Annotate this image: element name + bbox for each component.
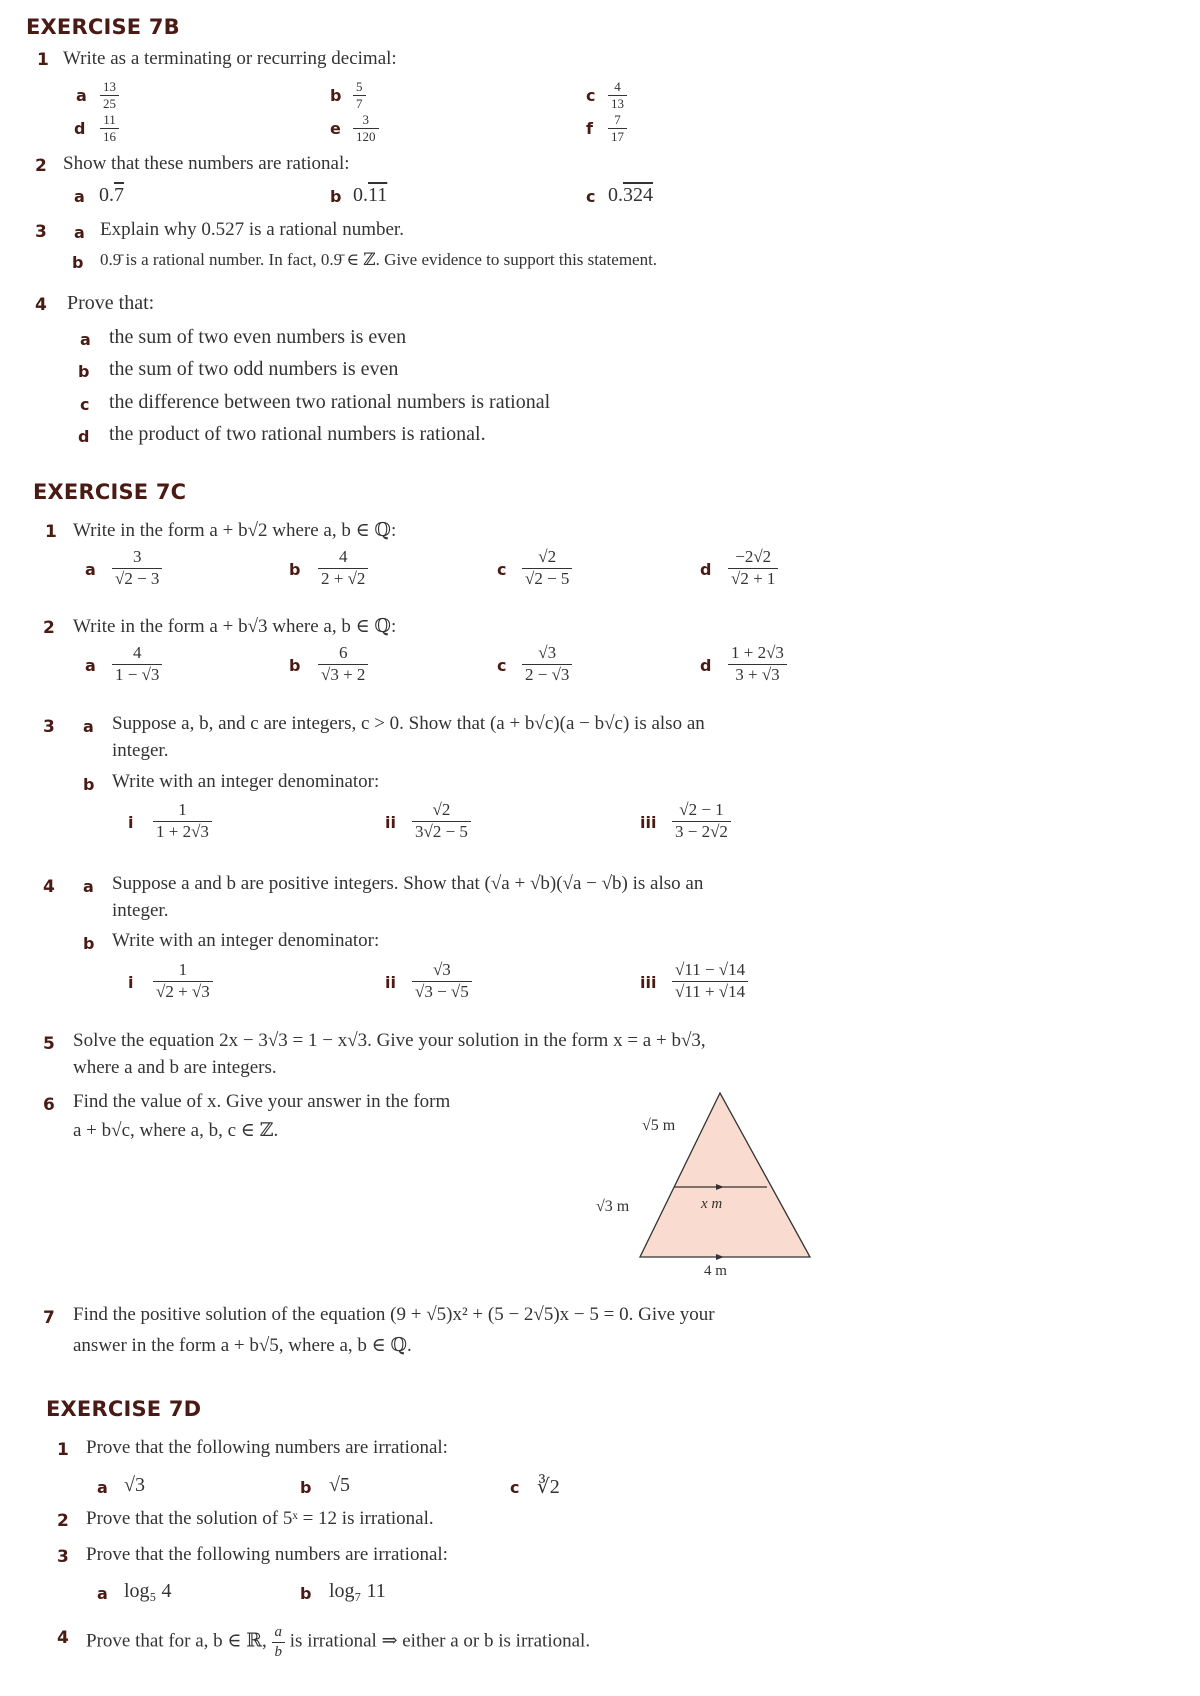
c-q3-text-a2: integer.	[112, 740, 169, 761]
c-q3-label-b: b	[83, 775, 95, 794]
exercise-7c-title: EXERCISE 7C	[33, 480, 187, 504]
c-q2-label-d: d	[700, 656, 712, 675]
q3-number: 3	[35, 222, 47, 242]
q4-item-a: the sum of two even numbers is even	[109, 326, 407, 348]
c-q7-number: 7	[43, 1308, 55, 1328]
c-q5-text1: Solve the equation 2x − 3√3 = 1 − x√3. Give your solution in the form x = a + b√3,	[73, 1030, 706, 1051]
q1-fraction-d: $\frac{11}{16}$	[100, 113, 119, 145]
d-q4-text-pre: Prove that for a, b ∈ ℝ,	[86, 1630, 267, 1652]
c-q2-number: 2	[43, 618, 55, 638]
c-q3-label-a: a	[83, 717, 94, 736]
c-q1-label-d: d	[700, 560, 712, 579]
c-q2-fraction-c: $\frac{√3}{2 - √3}$	[522, 644, 572, 684]
c-q1-number: 1	[45, 522, 57, 542]
q2-text: Show that these numbers are rational:	[63, 153, 350, 174]
q1-fraction-f: $\frac{7}{17}$	[608, 113, 627, 145]
c-q4-number: 4	[43, 877, 55, 897]
d-q4-fraction: $\frac{a}{b}$	[272, 1624, 286, 1660]
c-q3-text-a1: Suppose a, b, and c are integers, c > 0. Show that (a + b√c)(a − b√c) is also an	[112, 713, 705, 734]
d-q2-number: 2	[57, 1511, 69, 1531]
q1-label-a: a	[76, 86, 87, 105]
c-q4-fraction-ii: $\frac{√3}{√3 - √5}$	[412, 961, 472, 1001]
d-q4-text	[86, 1624, 590, 1660]
d-q1-text: Prove that the following numbers are irrational:	[86, 1437, 448, 1458]
q2-number: 2	[35, 156, 47, 176]
c-q3-number: 3	[43, 717, 55, 737]
exercise-7b-title: EXERCISE 7B	[26, 15, 180, 39]
q4-label-d: d	[78, 427, 90, 446]
q2-value-a: 0.7	[99, 184, 124, 206]
q3-label-a: a	[74, 223, 85, 242]
q2-label-b: b	[330, 187, 342, 206]
q1-label-b: b	[330, 86, 342, 105]
q4-label-a: a	[80, 330, 91, 349]
d-q3-text: Prove that the following numbers are irrational:	[86, 1544, 448, 1565]
c-q7-text1: Find the positive solution of the equation (9 + √5)x² + (5 − 2√5)x − 5 = 0. Give your	[73, 1304, 715, 1325]
q3-label-b: b	[72, 253, 84, 272]
c-q4-label-b: b	[83, 934, 95, 953]
c-q3-fraction-ii: $\frac{√2}{3√2 - 5}$	[412, 801, 471, 841]
q1-number: 1	[37, 50, 49, 70]
c-q3-label-ii: ii	[385, 813, 396, 832]
d-q4-number: 4	[57, 1628, 69, 1648]
d-q4-text-post: is irrational ⇒ either a or b is irrational.	[289, 1630, 591, 1652]
c-q3-label-iii: iii	[640, 813, 657, 832]
q1-fraction-a: $\frac{13}{25}$	[100, 80, 119, 112]
c-q4-label-iii: iii	[640, 973, 657, 992]
c-q6-text2: a + b√c, where a, b, c ∈ ℤ.	[73, 1120, 279, 1141]
c-q2-label-b: b	[289, 656, 301, 675]
q1-label-d: d	[74, 119, 86, 138]
c-q6-number: 6	[43, 1095, 55, 1115]
c-q7-text2: answer in the form a + b√5, where a, b ∈ ℚ.	[73, 1335, 412, 1356]
q4-text: Prove that:	[67, 292, 155, 314]
c-q5-text2: where a and b are integers.	[73, 1057, 277, 1078]
c-q4-label-ii: ii	[385, 973, 396, 992]
d-q3-label-a: a	[97, 1584, 108, 1603]
d-q1-label-a: a	[97, 1478, 108, 1497]
q3-text-a: Explain why 0.527 is a rational number.	[100, 219, 404, 240]
c-q4-label-a: a	[83, 877, 94, 896]
c-q4-fraction-iii: $\frac{√11 - √14}{√11 + √14}$	[672, 961, 748, 1001]
q4-item-d: the product of two rational numbers is rational.	[109, 423, 486, 445]
q1-label-f: f	[586, 119, 593, 138]
q4-item-c: the difference between two rational numbers is rational	[109, 391, 551, 413]
c-q1-fraction-d: $\frac{-2√2}{√2 + 1}$	[728, 548, 778, 588]
c-q1-label-c: c	[497, 560, 507, 579]
c-q2-fraction-a: $\frac{4}{1 - √3}$	[112, 644, 162, 684]
d-q1-item-b: √5	[329, 1474, 350, 1496]
c-q2-label-c: c	[497, 656, 507, 675]
q3-text-b: 0.9̄ is a rational number. In fact, 0.9̄ ∈ ℤ. Give evidence to support this statement.	[100, 250, 658, 269]
q1-fraction-c: $\frac{4}{13}$	[608, 80, 627, 112]
d-q1-label-b: b	[300, 1478, 312, 1497]
triangle-diagram	[560, 1085, 820, 1275]
d-q3-number: 3	[57, 1547, 69, 1567]
c-q2-text: Write in the form a + b√3 where a, b ∈ ℚ:	[73, 616, 397, 637]
d-q1-number: 1	[57, 1440, 69, 1460]
q4-item-b: the sum of two odd numbers is even	[109, 358, 399, 380]
q4-label-b: b	[78, 362, 90, 381]
q1-label-e: e	[330, 119, 341, 138]
c-q3-fraction-i: $\frac{1}{1 + 2√3}$	[153, 801, 212, 841]
q2-label-a: a	[74, 187, 85, 206]
d-q3-item-a: log₅ 4	[124, 1580, 172, 1602]
c-q1-label-a: a	[85, 560, 96, 579]
c-q6-text1: Find the value of x. Give your answer in the form	[73, 1091, 451, 1112]
q1-fraction-e: $\frac{3}{120}$	[353, 113, 379, 145]
c-q4-text-a1: Suppose a and b are positive integers. Show that (√a + √b)(√a − √b) is also an	[112, 873, 704, 894]
c-q4-fraction-i: $\frac{1}{√2 + √3}$	[153, 961, 213, 1001]
c-q1-fraction-a: $\frac{3}{√2 - 3}$	[112, 548, 162, 588]
exercise-7d-title: EXERCISE 7D	[46, 1397, 202, 1421]
mid-label: x m	[701, 1196, 723, 1212]
side-bottom-label: √3 m	[596, 1198, 630, 1215]
q2-value-c: 0.324	[608, 184, 653, 206]
d-q3-item-b: log₇ 11	[329, 1580, 386, 1602]
c-q2-fraction-b: $\frac{6}{√3 + 2}$	[318, 644, 368, 684]
c-q3-fraction-iii: $\frac{√2 - 1}{3 - 2√2}$	[672, 801, 731, 841]
c-q4-text-b: Write with an integer denominator:	[112, 930, 380, 951]
c-q4-text-a2: integer.	[112, 900, 169, 921]
c-q1-text: Write in the form a + b√2 where a, b ∈ ℚ:	[73, 520, 397, 541]
c-q3-label-i: i	[128, 813, 134, 832]
q2-label-c: c	[586, 187, 596, 206]
d-q2-text: Prove that the solution of 5ˣ = 12 is irrational.	[86, 1508, 434, 1529]
c-q4-label-i: i	[128, 973, 134, 992]
base-label: 4 m	[704, 1263, 727, 1275]
q4-label-c: c	[80, 395, 90, 414]
d-q1-item-a: √3	[124, 1474, 145, 1496]
q1-fraction-b: $\frac{5}{7}$	[353, 80, 366, 112]
q4-number: 4	[35, 295, 47, 315]
c-q2-label-a: a	[85, 656, 96, 675]
c-q2-fraction-d: $\frac{1 + 2√3}{3 + √3}$	[728, 644, 787, 684]
c-q5-number: 5	[43, 1034, 55, 1054]
d-q1-item-c: ∛2	[537, 1476, 560, 1498]
c-q1-label-b: b	[289, 560, 301, 579]
side-top-label: √5 m	[642, 1117, 676, 1134]
c-q1-fraction-c: $\frac{√2}{√2 - 5}$	[522, 548, 572, 588]
d-q1-label-c: c	[510, 1478, 520, 1497]
q1-text: Write as a terminating or recurring decimal:	[63, 48, 397, 69]
d-q3-label-b: b	[300, 1584, 312, 1603]
c-q1-fraction-b: $\frac{4}{2 + √2}$	[318, 548, 368, 588]
q1-label-c: c	[586, 86, 596, 105]
c-q3-text-b: Write with an integer denominator:	[112, 771, 380, 792]
q2-value-b: 0.11	[353, 184, 388, 206]
